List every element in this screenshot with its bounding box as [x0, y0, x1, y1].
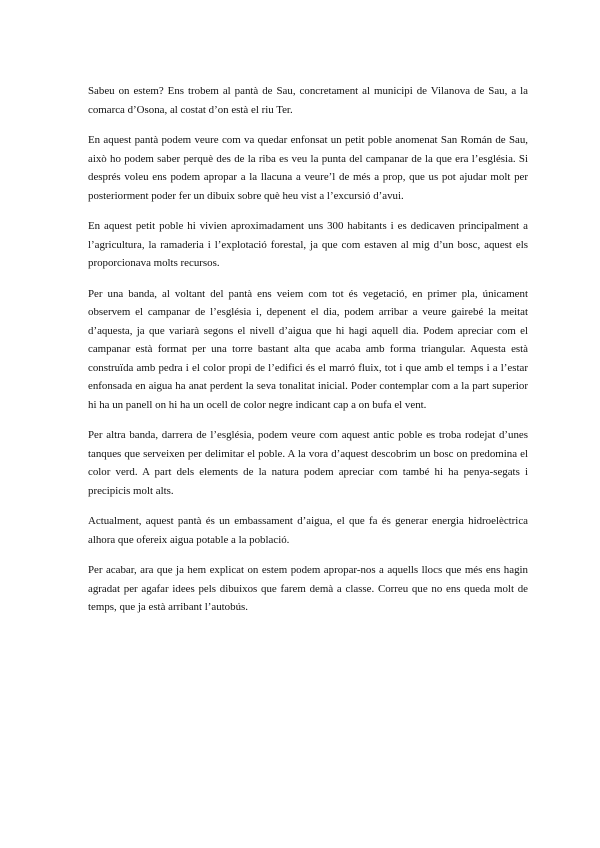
paragraph-location: Sabeu on estem? Ens trobem al pantà de Sau, concretament al municipi de Vilanova de Sau, a la comarca d’Osona, al costat d’on està el riu Ter. — [88, 85, 528, 116]
paragraph-sunken-village: En aquest pantà podem veure com va quedar enfonsat un petit poble anomenat San Román de Sau, això ho podem saber perquè des de la riba es veu la punta del campanar de la que era l’església. Si després voleu ens podem apropar a la llacuna a veure’l de més a prop, que us pot ajudar molt per posteriorment poder fer un dibuix sobre què heu vist a l’excursió d’avui. — [88, 134, 528, 202]
paragraph-reservoir: Actualment, aquest pantà és un embassament d’aigua, el que fa és generar energia hidroelèctrica alhora que ofereix aigua potable a la població. — [88, 515, 528, 546]
document-body — [88, 82, 528, 629]
paragraph-closing: Per acabar, ara que ja hem explicat on estem podem apropar-nos a aquells llocs que més ens hagin agradat per agafar idees pels dibuixos que farem demà a classe. Correu que no ens queda molt de temps, que ja està arribant l’autobús. — [88, 564, 528, 613]
paragraph-surroundings: Per altra banda, darrera de l’església, podem veure com aquest antic poble es troba rodejat d’unes tanques que serveixen per delimitar el poble. A la vora d’aquest descobrim un bosc on predomina el color verd. A part dels elements de la natura podem apreciar com també hi ha penya-segats i precipicis molt alts. — [88, 429, 528, 497]
paragraph-inhabitants: En aquest petit poble hi vivien aproximadament uns 300 habitants i es dedicaven principalment a l’agricultura, la ramaderia i l’explotació forestal, ja que com estaven al mig d’un bosc, aquest els proporcionava molts recursos. — [88, 220, 528, 269]
paragraph-bell-tower: Per una banda, al voltant del pantà ens veiem com tot és vegetació, en primer pla, únicament observem el campanar de l’església i, depenent el dia, podem arribar a veure gairebé la meitat d’aquesta, ja que variarà segons el nivell d’aigua que hi hagi aquell dia. Podem apreciar com el campanar està format per una torre bastant alta que acaba amb forma triangular. Aquesta està construïda amb pedra i el color propi de l’edifici és el marró fluix, tot i que amb el temps i a l’estar enfonsada en aigua ha anat perdent la seva tonalitat inicial. Poder contemplar com a la part superior hi ha un panell on hi ha un ocell de color negre indicant cap a on bufa el vent. — [88, 287, 528, 411]
